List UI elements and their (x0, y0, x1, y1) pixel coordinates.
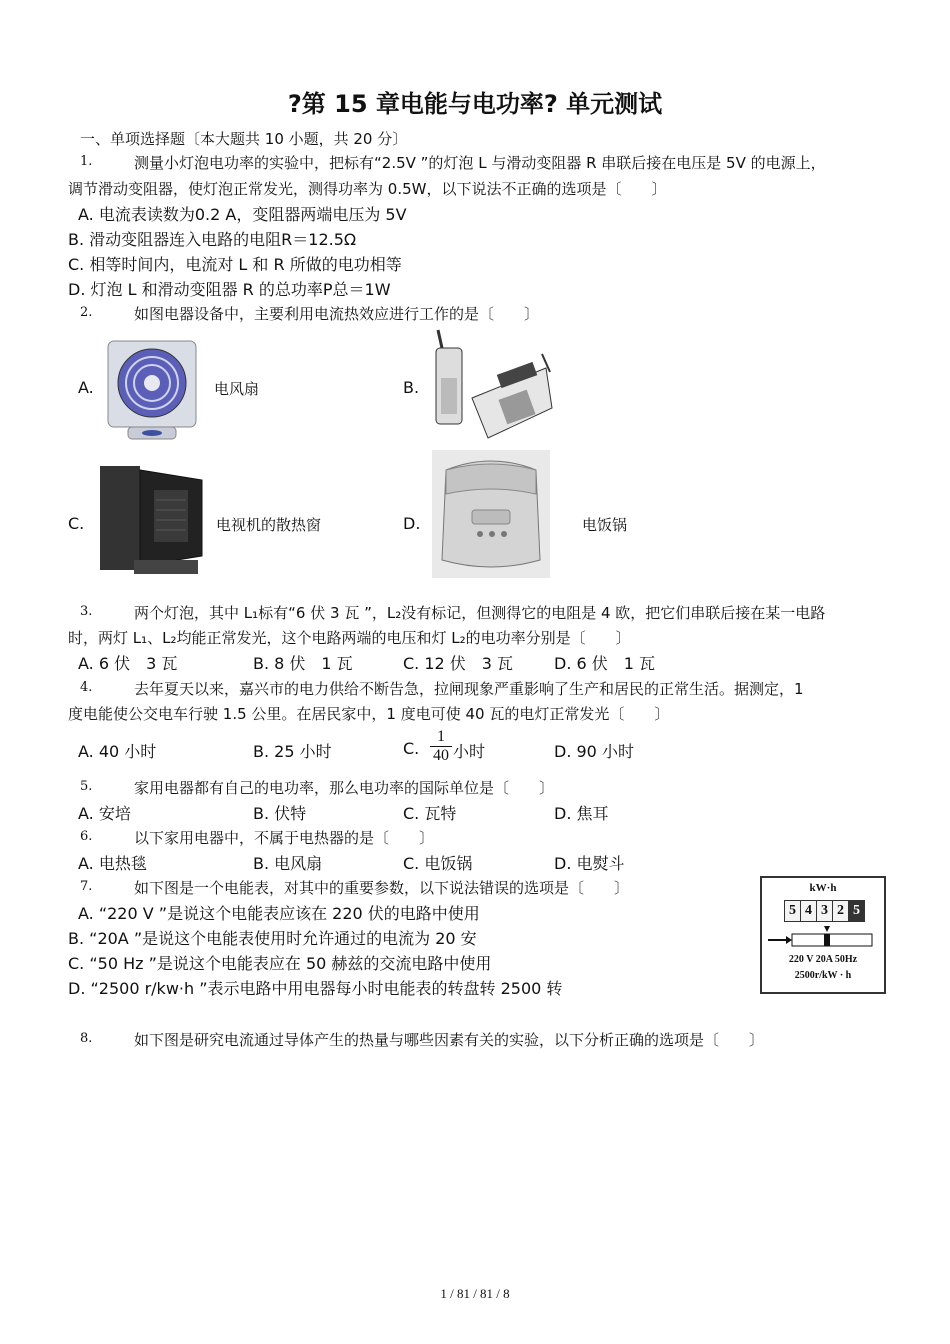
q7-number: 7. (80, 879, 93, 894)
q8-number: 8. (80, 1031, 93, 1046)
q6-option-a: A. 电热毯 (78, 854, 147, 873)
q7-option-d: D. “2500 r/kw·h ”表示电路中用电器每小时电能表的转盘转 2500 转 (68, 979, 563, 998)
energy-meter-figure (760, 876, 886, 994)
page-title: ?第 15 章电能与电功率? 单元测试 (287, 90, 663, 118)
fan-image (104, 337, 200, 443)
q2-option-d-caption: 电饭锅 (582, 516, 628, 534)
q6-number: 6. (80, 829, 93, 844)
q1-option-b: B. 滑动变阻器连入电路的电阻R＝12.5Ω (68, 230, 357, 249)
q5-text: 家用电器都有自己的电功率，那么电功率的国际单位是〔 〕 (134, 779, 555, 797)
q4-line1: 去年夏天以来，嘉兴市的电力供给不断告急，拉闸现象严重影响了生产和居民的正常生活。据测定，1 (134, 680, 804, 698)
q1-option-d: D. 灯泡 L 和滑动变阻器 R 的总功率P总＝1W (68, 280, 391, 299)
q4-option-d: D. 90 小时 (554, 742, 634, 761)
meter-unit: kW·h (809, 882, 837, 894)
section-heading: 一、单项选择题〔本大题共 10 小题，共 20 分〕 (80, 130, 408, 148)
q4-option-c-suffix: 小时 (453, 742, 486, 761)
fraction-denominator: 40 (430, 746, 452, 765)
q3-line1: 两个灯泡，其中 L₁标有“6 伏 3 瓦 ”，L₂没有标记，但测得它的电阻是 4 欧，把它们串联后接在某一电路 (134, 604, 826, 622)
q7-text: 如下图是一个电能表，对其中的重要参数，以下说法错误的选项是〔 〕 (134, 879, 630, 897)
meter-digit: 2 (833, 901, 849, 921)
q6-text: 以下家用电器中，不属于电热器的是〔 〕 (134, 829, 435, 847)
q6-option-b: B. 电风扇 (253, 854, 323, 873)
q5-option-b: B. 伏特 (253, 804, 307, 823)
q3-option-c: C. 12 伏 3 瓦 (403, 654, 514, 673)
q4-option-c-prefix: C. (403, 739, 420, 758)
q2-number: 2. (80, 305, 93, 320)
q4-option-a: A. 40 小时 (78, 742, 157, 761)
tv-vent-image (94, 460, 210, 580)
q4-option-b: B. 25 小时 (253, 742, 332, 761)
q4-number: 4. (80, 680, 93, 695)
meter-digit: 3 (817, 901, 833, 921)
q4-option-c-fraction (430, 728, 452, 765)
q3-option-a: A. 6 伏 3 瓦 (78, 654, 178, 673)
q1-line2: 调节滑动变阻器，使灯泡正常发光，测得功率为 0.5W，以下说法不正确的选项是〔 〕 (68, 180, 667, 198)
q3-option-b: B. 8 伏 1 瓦 (253, 654, 353, 673)
q2-option-c-caption: 电视机的散热窗 (216, 516, 322, 534)
meter-digit: 5 (785, 901, 801, 921)
meter-spec-constant: 2500r/kW · h (794, 970, 852, 981)
fraction-numerator: 1 (437, 728, 445, 745)
q2-option-c-label: C. (68, 514, 85, 533)
meter-counter (784, 900, 865, 922)
q8-text: 如下图是研究电流通过导体产生的热量与哪些因素有关的实验，以下分析正确的选项是〔 〕 (134, 1031, 765, 1049)
q2-option-d-label: D. (403, 514, 421, 533)
meter-spec-rating: 220 V 20A 50Hz (788, 954, 858, 965)
q1-number: 1. (80, 154, 93, 169)
q3-option-d: D. 6 伏 1 瓦 (554, 654, 656, 673)
q6-option-d: D. 电熨斗 (554, 854, 625, 873)
q7-option-a: A. “220 V ”是说这个电能表应该在 220 伏的电路中使用 (78, 904, 480, 923)
q1-line1: 测量小灯泡电功率的实验中，把标有“2.5V ”的灯泡 L 与滑动变阻器 R 串联后接在电压是 5V 的电源上， (134, 154, 826, 172)
meter-disc-window (768, 926, 878, 950)
q1-option-a: A. 电流表读数为0.2 A，变阻器两端电压为 5V (78, 205, 407, 224)
q5-option-c: C. 瓦特 (403, 804, 457, 823)
q7-option-c: C. “50 Hz ”是说这个电能表应在 50 赫兹的交流电路中使用 (68, 954, 492, 973)
q3-line2: 时，两灯 L₁、L₂均能正常发光，这个电路两端的电压和灯 L₂的电功率分别是〔 〕 (68, 629, 631, 647)
meter-digit-last: 5 (849, 901, 864, 921)
q5-number: 5. (80, 779, 93, 794)
q2-option-a-label: A. (78, 378, 94, 397)
cordless-phone-image (428, 328, 556, 444)
q2-text: 如图电器设备中，主要利用电流热效应进行工作的是〔 〕 (134, 305, 540, 323)
rice-cooker-image (432, 450, 550, 578)
q2-option-a-caption: 电风扇 (214, 380, 260, 398)
q5-option-a: A. 安培 (78, 804, 131, 823)
q2-option-b-label: B. (403, 378, 420, 397)
q4-line2: 度电能使公交电车行驶 1.5 公里。在居民家中，1 度电可使 40 瓦的电灯正常发光〔 〕 (68, 705, 670, 723)
meter-digit: 4 (801, 901, 817, 921)
q1-option-c: C. 相等时间内，电流对 L 和 R 所做的电功相等 (68, 255, 402, 274)
q3-number: 3. (80, 604, 93, 619)
q5-option-d: D. 焦耳 (554, 804, 609, 823)
page-footer: 1 / 81 / 81 / 8 (440, 1286, 510, 1301)
q6-option-c: C. 电饭锅 (403, 854, 473, 873)
q7-option-b: B. “20A ”是说这个电能表使用时允许通过的电流为 20 安 (68, 929, 477, 948)
